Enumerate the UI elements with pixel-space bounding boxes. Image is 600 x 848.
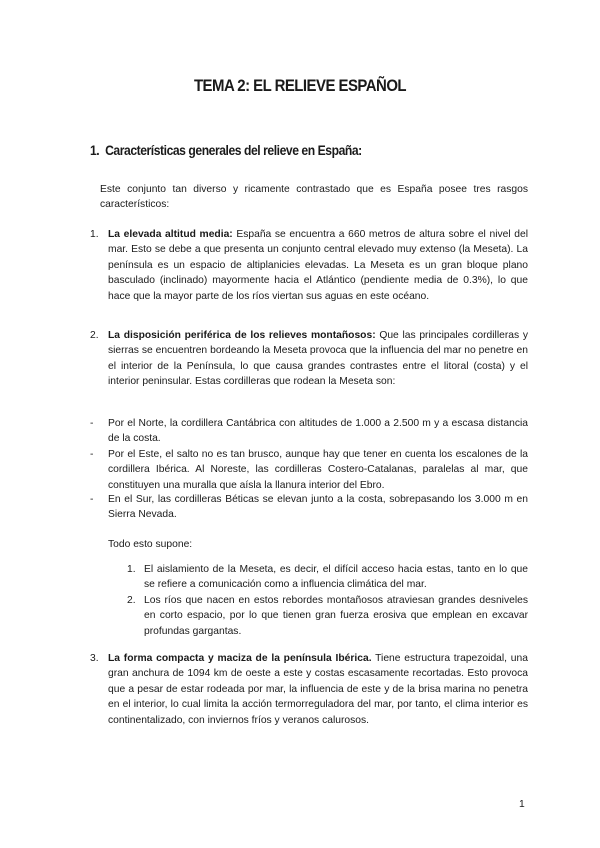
- item-lead: La forma compacta y maciza de la península Ibérica.: [108, 653, 372, 664]
- section-title: Características generales del relieve en España:: [105, 143, 362, 158]
- item-text: Tiene estructura trapezoidal, una gran anchura de 1094 km de oeste a este y costas escasamente recortadas. Esto provoca que a pesar de estar rodeada por mar, la influencia de este y de la brisa marina no penetra en el interior, lo cual limita la acción termorreguladora del mar, por tanto, el clima interior es continentalizado, con inviernos fríos y veranos calurosos.: [108, 653, 528, 726]
- item-number: 1.: [90, 229, 99, 240]
- bullet-item: Por el Norte, la cordillera Cantábrica con altitudes de 1.000 a 2.500 m y a escasa distancia de la costa.: [108, 418, 528, 445]
- item-text: España se encuentra a 660 metros de altura sobre el nivel del mar. Esto se debe a que presenta un conjunto central elevado muy extenso (la Meseta). La península es un espacio de altiplanicies elevadas. La Meseta es un gran bloque plano basculado (inclinado) mayormente hacia el Atlántico (pendiente media de 0.3%), lo que hace que la mayor parte de los ríos viertan sus aguas en este océano.: [108, 229, 528, 302]
- list-item: [108, 651, 528, 728]
- item-number: 3.: [90, 653, 99, 664]
- section-number: 1.: [90, 143, 100, 158]
- item-lead: La disposición periférica de los relieves montañosos:: [108, 330, 376, 341]
- item-number: 2.: [90, 330, 99, 341]
- bullet-item: Por el Este, el salto no es tan brusco, aunque hay que tener en cuenta los escalones de la cordillera Ibérica. Al Noreste, las cordilleras Costero-Catalanas, paralelas al mar, que constituyen una muralla que aísla la llanura interior del Ebro.: [108, 449, 528, 491]
- page-number: 1: [519, 799, 525, 810]
- subitem: Los ríos que nacen en estos rebordes montañosos atraviesan grandes desniveles en corto espacio, por lo que tienen gran fuerza erosiva que emplean en excavar profundas gargantas.: [144, 595, 528, 637]
- bullet-marker: -: [90, 449, 94, 460]
- summary-lead: Todo esto supone:: [108, 539, 193, 550]
- list-item: [108, 227, 528, 304]
- page-title: TEMA 2: EL RELIEVE ESPAÑOL: [193, 76, 407, 95]
- subitem-number: 2.: [127, 595, 136, 606]
- bullet-item: En el Sur, las cordilleras Béticas se elevan junto a la costa, sobrepasando los 3.000 m en Sierra Nevada.: [108, 494, 528, 521]
- item-text: Que las principales cordilleras y sierras se encuentren bordeando la Meseta provoca que la influencia del mar no penetre en el interior de la Península, lo que causa grandes contrastes entre el litoral (costa) y el interior peninsular. Estas cordilleras que rodean la Meseta son:: [108, 330, 528, 388]
- subitem: El aislamiento de la Meseta, es decir, el difícil acceso hacia estas, tanto en lo que se refiere a comunicación como a influencia climática del mar.: [144, 564, 528, 591]
- intro-paragraph: Este conjunto tan diverso y ricamente contrastado que es España posee tres rasgos característicos:: [100, 184, 528, 211]
- bullet-marker: -: [90, 494, 94, 505]
- item-lead: La elevada altitud media:: [108, 229, 233, 240]
- section-heading: [90, 143, 362, 158]
- list-item: [108, 328, 528, 390]
- subitem-number: 1.: [127, 564, 136, 575]
- bullet-marker: -: [90, 418, 94, 429]
